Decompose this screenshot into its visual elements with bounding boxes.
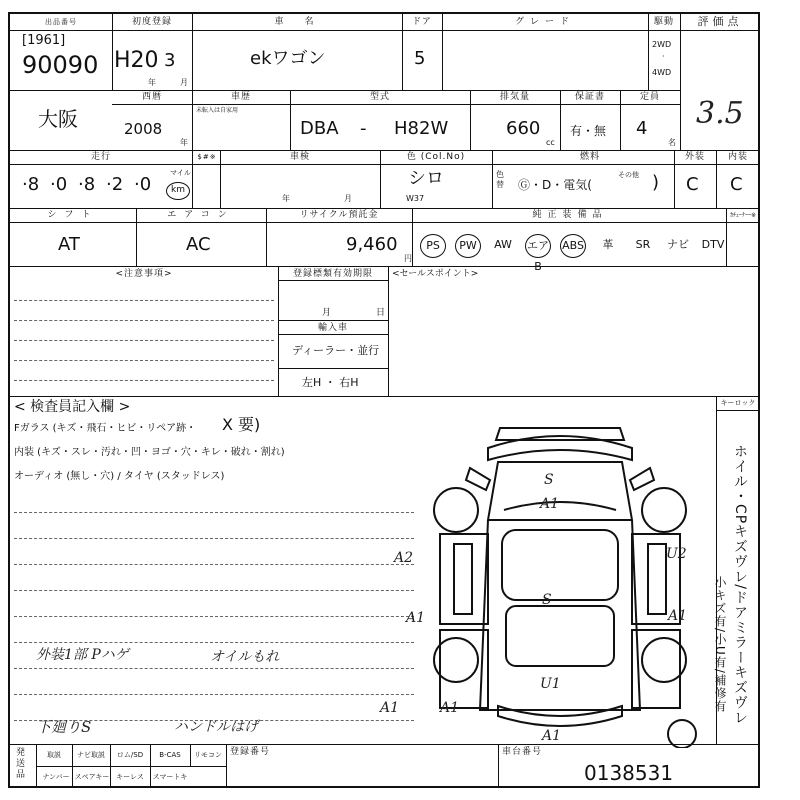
equipment-item: エアB (525, 234, 551, 258)
damage-mark: A1 (406, 610, 426, 626)
year-unit: 年 (148, 78, 156, 87)
stock-number: 90090 (22, 51, 99, 79)
hand-note-paint: 外装1部 Pハゲ (36, 647, 129, 663)
car-name: ekワゴン (250, 48, 326, 69)
expiry-month-unit: 月 (322, 308, 332, 318)
ship-items-bottom (36, 768, 226, 791)
cc-unit: cc (546, 138, 555, 147)
exterior-grade: C (686, 174, 699, 195)
month-unit: 月 (180, 78, 188, 87)
history-sub: 未転入は自家用 (196, 107, 239, 114)
inspector-title: < 検査員記入欄 > (14, 399, 131, 415)
ac-label: エアコン (167, 210, 235, 220)
mileage-digit: ·8 (22, 174, 40, 195)
first-reg-era: H20 (114, 48, 159, 73)
equipment-item: PS (420, 234, 446, 258)
mileage-unit-mile: マイル (170, 169, 191, 177)
expiry-day-unit: 日 (376, 308, 386, 318)
damage-mark: A1 (440, 700, 460, 716)
damage-mark: U2 (666, 546, 687, 562)
import-dealer: ディーラー・並行 (292, 344, 380, 357)
warranty-label: 保証書 (574, 92, 605, 102)
tuner-label: ｶﾁｭｰﾅｰｰ※ (729, 212, 757, 219)
model-dash: - (360, 118, 367, 139)
ship-item: 取説 (47, 751, 61, 759)
region: 大阪 (38, 107, 78, 131)
damage-mark: A1 (542, 728, 562, 744)
mileage-label: 走行 (90, 152, 111, 162)
auction-sheet: 出品番号 [1961] 90090 初度登録 H20 3 年 月 車 名 ekワゴン ドア 5 グレード 駆動 2WD · 4WD 評価点 3.5 大阪 西暦 2008 年 車歴 未転入は自家用 型式 DBA - H82W 排気量 660 cc 保証書 有・無 定員 4 名 走行 ·8 ·0 ·8 ·2 ·0 マイル km $#※ 車検 年 月 色 (Col.No) シロ W37 色替 燃料 Ⓖ・D・電気( その他 ) 外装 C 内装 C シフト AT エアコン AC リサイクル預託金 9,460 円 純正装備品 ｶﾁｭｰﾅｰｰ※ PS PW AW エアB ABS 革 SR ナビ DTV <注意事項> 登録標類有効期限 月 日 輸入車 ディーラー・並行 左H ・ 右H <セールスポイント> キーロック < 検査員記入欄 > Fガラス (キズ・飛石・ヒビ・リペア跡・ X 要) 内装 (キズ・スレ・汚れ・凹・ヨゴ・穴・キレ・破れ・割れ) オーディオ (無し・穴) / タイヤ (スタッドレス) 外装1部 Pハゲ オイルもれ 下廻りS ハンドルはげ S A1 A2 U2 A1 A1 S A1 U1 A1 A1 ホイル・CPキズヴレ/ドアミラーキズヴレ 小キズ有/小U有/補修有 発送品 取説 ナビ取説 ロム/SD B-CAS リモコン ナンバー スペアキー キーレス スマートキー 登録番号 車台番号 0138531 (8, 12, 760, 788)
shift: AT (58, 234, 80, 255)
venue-label: 出品番号 (45, 18, 77, 26)
capacity-unit: 名 (668, 138, 676, 147)
equipment-item: SR (635, 238, 651, 251)
damage-mark: A2 (394, 550, 414, 566)
shift-label: シフト (47, 210, 99, 220)
mileage-unit-km: km (166, 182, 190, 200)
rating-label: 評価点 (697, 15, 743, 28)
damage-mark: A1 (380, 700, 400, 716)
equipment-item: DTV (701, 238, 725, 251)
reg-expiry-label: 登録標類有効期限 (292, 269, 373, 279)
inspection-label: 車検 (289, 152, 310, 162)
fuel-options: Ⓖ・D・電気( (518, 178, 592, 192)
equipment-list (420, 232, 760, 273)
mileage-digits (22, 170, 172, 204)
ship-item: ナンバー (42, 773, 70, 781)
ship-item: スペアキー (74, 773, 110, 781)
reg-no-label: 登録番号 (230, 747, 271, 757)
odometer-label: $#※ (197, 153, 217, 161)
caution-label: <注意事項> (115, 269, 173, 279)
inspection-month-unit: 月 (344, 194, 352, 203)
ship-item: キーレス (116, 773, 144, 781)
exterior-label: 外装 (684, 152, 705, 162)
warranty-options: 有・無 (570, 124, 607, 138)
equipment-item: ABS (560, 234, 586, 258)
recycle-label: リサイクル預託金 (299, 210, 379, 220)
equipment-item: AW (494, 238, 512, 251)
fuel-other: その他 (618, 171, 639, 179)
import-label: 輸入車 (317, 323, 348, 333)
damage-mark: A1 (540, 496, 560, 512)
model-label: 型式 (369, 92, 390, 102)
import-handle: 左H ・ 右H (302, 376, 359, 389)
capacity: 4 (636, 118, 648, 139)
mileage-digit: ·0 (50, 174, 68, 195)
air-conditioner: AC (186, 234, 211, 255)
capacity-label: 定員 (639, 92, 660, 102)
lot-number: [1961] (22, 33, 66, 48)
color-code: W37 (406, 194, 425, 203)
ship-label: 発送品 (16, 748, 26, 780)
windshield-mark: X 要) (222, 415, 261, 434)
damage-marks (380, 410, 710, 748)
mileage-digit: ·0 (134, 174, 152, 195)
door-count: 5 (414, 48, 426, 69)
fuel-close: ) (652, 172, 660, 193)
interior-label: 内装 (727, 152, 748, 162)
ship-item: B-CAS (159, 751, 181, 759)
ship-item: リモコン (194, 751, 222, 759)
year-unit-2: 年 (180, 138, 188, 147)
hand-note-oil: オイルもれ (210, 649, 280, 665)
ship-item: スマートキー (152, 773, 188, 791)
damage-mark: S (544, 472, 554, 488)
side-note-wheel: ホイル・CPキズヴレ/ドアミラーキズヴレ (732, 444, 748, 725)
chassis-number: 0138531 (584, 761, 674, 785)
displacement: 660 (506, 118, 541, 139)
windshield-line: Fガラス (キズ・飛石・ヒビ・リペア跡・ (14, 423, 197, 434)
equipment-item: PW (455, 234, 481, 258)
mileage-digit: ·8 (78, 174, 96, 195)
color-change-label: 色替 (496, 170, 504, 189)
ship-items-top (36, 746, 226, 766)
damage-mark: S (542, 592, 552, 608)
damage-mark: A1 (668, 608, 688, 624)
model-prefix: DBA (300, 118, 339, 139)
inspection-year-unit: 年 (282, 194, 290, 203)
equipment-item: 革 (602, 238, 614, 251)
ship-item: ナビ取説 (77, 751, 105, 759)
grade-label: グレード (514, 17, 575, 27)
first-reg-month: 3 (164, 50, 176, 71)
audio-line: オーディオ (無し・穴) / タイヤ (スタッドレス) (14, 471, 225, 482)
model-year: 2008 (124, 120, 163, 138)
displacement-label: 排気量 (499, 92, 530, 102)
drive-4wd: 4WD (652, 68, 672, 77)
key-lock-label: キーロック (720, 399, 756, 407)
ship-item: ロム/SD (116, 751, 144, 759)
door-label: ドア (412, 17, 432, 27)
model-code: H82W (394, 118, 449, 139)
damage-mark: U1 (540, 676, 561, 692)
history-label: 車歴 (230, 92, 251, 102)
interior-grade: C (730, 174, 743, 195)
equipment-label: 純正装備品 (532, 210, 608, 220)
mileage-digit: ·2 (106, 174, 124, 195)
equipment-item: ナビ (667, 238, 689, 251)
hand-note-handle: ハンドルはげ (174, 719, 258, 735)
hand-note-under: 下廻りS (36, 718, 92, 736)
yen-unit: 円 (404, 254, 412, 263)
drive-2wd: 2WD (652, 40, 672, 49)
car-name-label: 車 名 (274, 17, 320, 27)
interior-line: 内装 (キズ・スレ・汚れ・凹・ヨゴ・穴・キレ・破れ・割れ) (14, 447, 285, 458)
color: シロ (408, 168, 444, 189)
drive-label: 駆動 (653, 17, 674, 27)
recycle-fee: 9,460 (346, 234, 398, 255)
chassis-label: 車台番号 (502, 747, 543, 757)
fuel-label: 燃料 (579, 152, 600, 162)
year-label: 西暦 (141, 92, 162, 102)
color-label: 色 (Col.No) (406, 152, 466, 162)
rating-value: 3.5 (696, 96, 744, 131)
sales-point-label: <セールスポイント> (392, 269, 479, 279)
side-note-repair: 小キズ有/小U有/補修有 (713, 576, 727, 713)
first-reg-label: 初度登録 (131, 17, 172, 27)
